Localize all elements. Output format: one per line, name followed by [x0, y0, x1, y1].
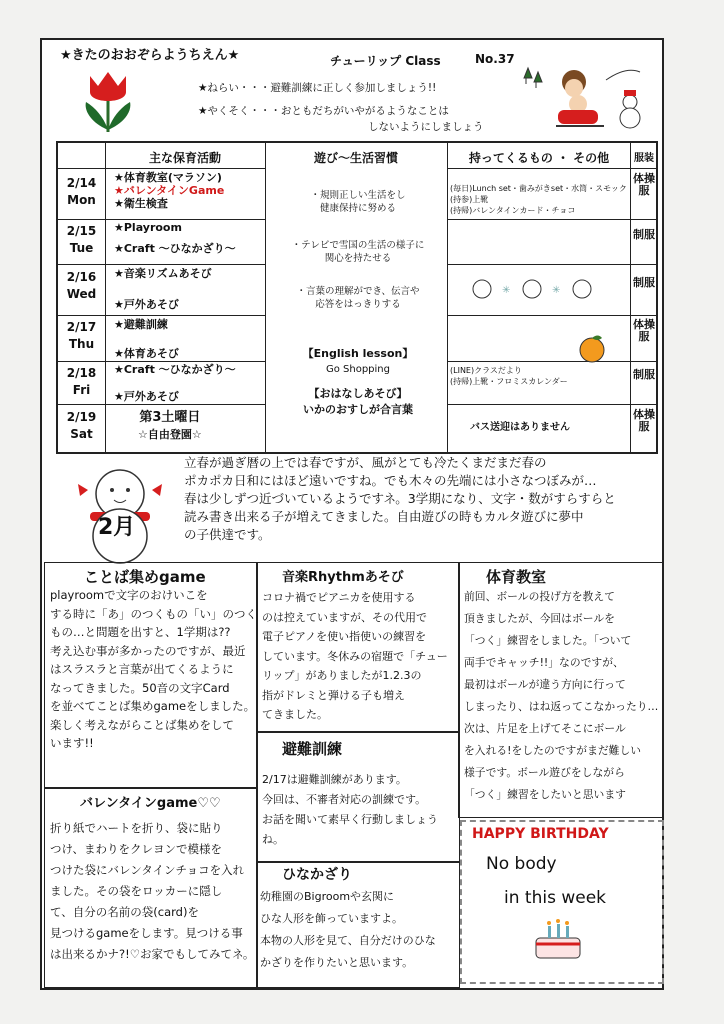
date-tue: 2/15 Tue [66, 224, 97, 255]
header-play-habits: 遊び～生活習慣 [313, 151, 398, 165]
snow-characters-illustration [468, 275, 598, 305]
valentine-body: 折り紙でハートを折り、袋に貼り つけ、まわりをクレヨンで模様を つけた袋にバレンタインチョコを入れ ました。その袋をロッカーに隠し て、自分の名前の袋(card)を 見つけるgameをします。見つける事 は出来るかナ?!♡お家でもしてみてネ。 [50, 821, 255, 961]
birthday-line-2: in this week [504, 888, 606, 908]
activity-tue: ★Playroom ★Craft ～ひなかざり～ [114, 221, 236, 255]
promise-text-1: ★やくそく・・・おともだちがいやがるようなことは [198, 105, 449, 117]
tulip-illustration [68, 62, 148, 142]
svg-text:✳: ✳ [502, 285, 511, 296]
clothing-tue: 制服 [633, 228, 655, 241]
date-fri: 2/18 Fri [66, 366, 97, 397]
header-main-activities: 主な保育活動 [148, 151, 221, 165]
pe-body: 前回、ボールの投げ方を教えて 頂きましたが、今回はボールを 「つく」練習をしました。「ついて 両手でキャッチ!!」なのですが、 最初はボールが違う方向に行って しまったり、はね返ってこなかったり… 次は、片足を上げてそこにボール を入れる!をしたのですがまだ難しい 様子です。ボール遊びをしながら 「つく」練習をしたいと思います [464, 590, 659, 801]
music-title: 音楽Rhythmあそび [282, 570, 404, 585]
birthday-title: HAPPY BIRTHDAY [472, 826, 609, 842]
habit-2: ・テレビで雪国の生活の様子に 関心を持たせる [291, 240, 425, 264]
date-sat: 2/19 Sat [66, 410, 97, 441]
drill-title: 避難訓練 [282, 740, 343, 758]
weekly-schedule-table [56, 141, 658, 454]
valentine-title: バレンタインgame♡♡ [80, 796, 221, 811]
activity-mon: ★体育教室(マラソン) ★バレンタインGame ★衛生検査 [114, 171, 225, 210]
clothing-fri: 制服 [633, 368, 655, 381]
habit-1: ・規則正しい生活をし 健康保持に努める [310, 190, 406, 214]
promise-text-2: しないようにしましょう [368, 121, 484, 133]
items-sat-no-bus: バス送迎はありません [470, 422, 570, 433]
class-name: チューリップ Class [330, 54, 441, 68]
drill-body: 2/17は避難訓練があります。 今回は、不審者対応の訓練です。 お話を聞いて素早く行動しましょう ね。 [262, 773, 438, 846]
story-topic: いかのおすしが合言葉 [303, 403, 413, 416]
kotoba-body: playroomで文字のおけいこを する時に「あ」のつくもの「い」のつく もの…と問題を出すと、1学期は?? 考え込む事が多かったのですが、最近 はスラスラと言葉が出てくるように なってきました。50音の文字Card を並べてことば集めgameをしました。 楽しく考えながらことば集めをして います!! [50, 588, 257, 750]
english-lesson-topic: Go Shopping [325, 364, 390, 375]
birthday-cake-illustration [530, 914, 586, 964]
pe-title: 体育教室 [486, 568, 547, 586]
date-mon: 2/14 Mon [66, 176, 97, 207]
school-name: ★きたのおおぞらようちえん★ [60, 48, 240, 63]
kotoba-title: ことば集めgame [84, 568, 206, 586]
habit-3: ・言葉の理解ができ、伝言や 応答をはっきりする [296, 286, 420, 310]
date-thu: 2/17 Thu [66, 320, 97, 351]
month-label: 2月 [98, 515, 136, 540]
story-title: 【おはなしあそび】 [308, 387, 408, 400]
aim-text: ★ねらい・・・避難訓練に正しく参加しましょう!! [198, 82, 437, 94]
header-clothing: 服装 [634, 153, 654, 164]
music-body: コロナ禍でピアニカを使用する のは控えていますが、その代用で 電子ピアノを使い指使いの練習を しています。冬休みの宿題で「チュー リップ」がありましたが1.2.3の 指がドレミと弾ける子も増え てきました。 [262, 591, 448, 721]
activity-thu: ★避難訓練 ★体育あそび [114, 318, 179, 360]
date-wed: 2/16 Wed [66, 270, 97, 301]
birthday-line-1: No body [486, 854, 557, 874]
header-items: 持ってくるもの ・ その他 [468, 151, 610, 165]
clothing-mon: 体操服 [633, 172, 655, 197]
items-fri: (LINE)クラスだより (持帰)上靴・フロミスカレンダー [450, 366, 568, 386]
mandarin-orange-illustration [574, 333, 610, 363]
activity-wed: ★音楽リズムあそび ★戸外あそび [114, 267, 212, 311]
clothing-wed: 制服 [633, 276, 655, 289]
items-mon: (毎日)Lunch set・歯みがきset・水筒・スモック (持参)上靴 (持帰)バレンタインカード・チョコ [450, 184, 627, 215]
kids-sled-illustration [520, 60, 650, 140]
greeting-message: 立春が過ぎ暦の上では春ですが、風がとても冷たくまだまだ春の ポカポカ日和にはほど遠いですね。でも木々の先端には小さなつぼみが… 春は少しずつ近づいているようですネ。3学期になり、文字・数がすらすらと 読み書き出来る子が増えてきました。自由遊びの時もカルタ遊びに夢中 の子供達です。 [184, 455, 616, 542]
activity-sat: 第3土曜日 ☆自由登園☆ [138, 410, 202, 441]
svg-text:✳: ✳ [552, 285, 561, 296]
activity-fri: ★Craft ～ひなかざり～ ★戸外あそび [114, 363, 236, 403]
clothing-sat: 体操服 [633, 408, 655, 433]
hina-body: 幼稚園のBigroomや玄関に ひな人形を飾っていますよ。 本物の人形を見て、自分だけのひな かざりを作りたいと思います。 [260, 890, 436, 969]
english-lesson-title: 【English lesson】 [302, 347, 414, 360]
clothing-thu: 体操服 [633, 318, 655, 343]
hina-title: ひなかざり [282, 867, 352, 883]
issue-number: No.37 [475, 52, 515, 66]
